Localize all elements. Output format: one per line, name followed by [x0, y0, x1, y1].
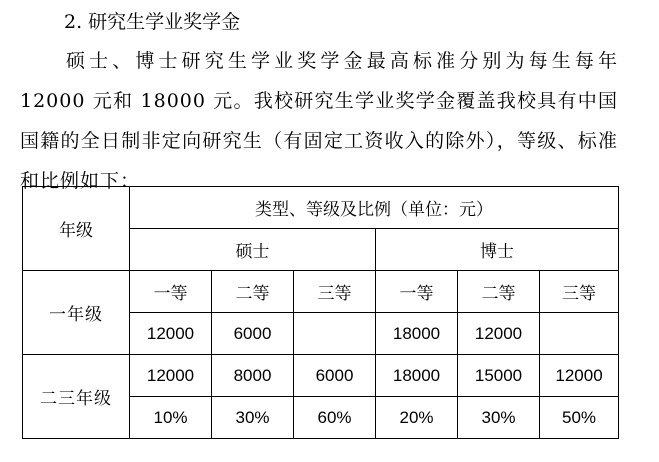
row-label-second-third-year: 二三年级	[23, 355, 130, 439]
amount-cell	[294, 313, 376, 355]
amount-cell: 8000	[212, 355, 294, 397]
ratio-cell: 30%	[458, 397, 540, 439]
ratio-cell: 60%	[294, 397, 376, 439]
grade-cell: 二等	[458, 271, 540, 313]
table-row	[23, 355, 619, 397]
ratio-cell: 50%	[540, 397, 619, 439]
table-row	[23, 271, 619, 313]
year-header-cell: 年级	[23, 187, 130, 271]
table-header-row-1	[23, 187, 619, 229]
ratio-cell: 30%	[212, 397, 294, 439]
amount-cell: 12000	[540, 355, 619, 397]
grade-cell: 三等	[540, 271, 619, 313]
amount-cell	[540, 313, 619, 355]
row-label-first-year: 一年级	[23, 271, 130, 355]
grade-cell: 三等	[294, 271, 376, 313]
grade-cell: 一等	[130, 271, 212, 313]
ratio-cell: 10%	[130, 397, 212, 439]
scholarship-table	[22, 186, 619, 439]
grade-cell: 二等	[212, 271, 294, 313]
doctor-header-cell: 博士	[376, 229, 619, 271]
type-header-cell: 类型、等级及比例（单位：元）	[130, 187, 619, 229]
grade-cell: 一等	[376, 271, 458, 313]
amount-cell: 6000	[294, 355, 376, 397]
ratio-cell: 20%	[376, 397, 458, 439]
amount-cell: 12000	[130, 313, 212, 355]
body-paragraph: 硕士、博士研究生学业奖学金最高标准分别为每生每年 12000 元和 18000 元。我校研究生学业奖学金覆盖我校具有中国国籍的全日制非定向研究生（有固定工资收入的除外），等级、标准和比例如下：	[20, 50, 618, 192]
amount-cell: 6000	[212, 313, 294, 355]
amount-cell: 18000	[376, 355, 458, 397]
section-heading: 2. 研究生学业奖学金	[64, 11, 241, 33]
amount-cell: 12000	[458, 313, 540, 355]
amount-cell: 12000	[130, 355, 212, 397]
amount-cell: 15000	[458, 355, 540, 397]
amount-cell: 18000	[376, 313, 458, 355]
master-header-cell: 硕士	[130, 229, 376, 271]
